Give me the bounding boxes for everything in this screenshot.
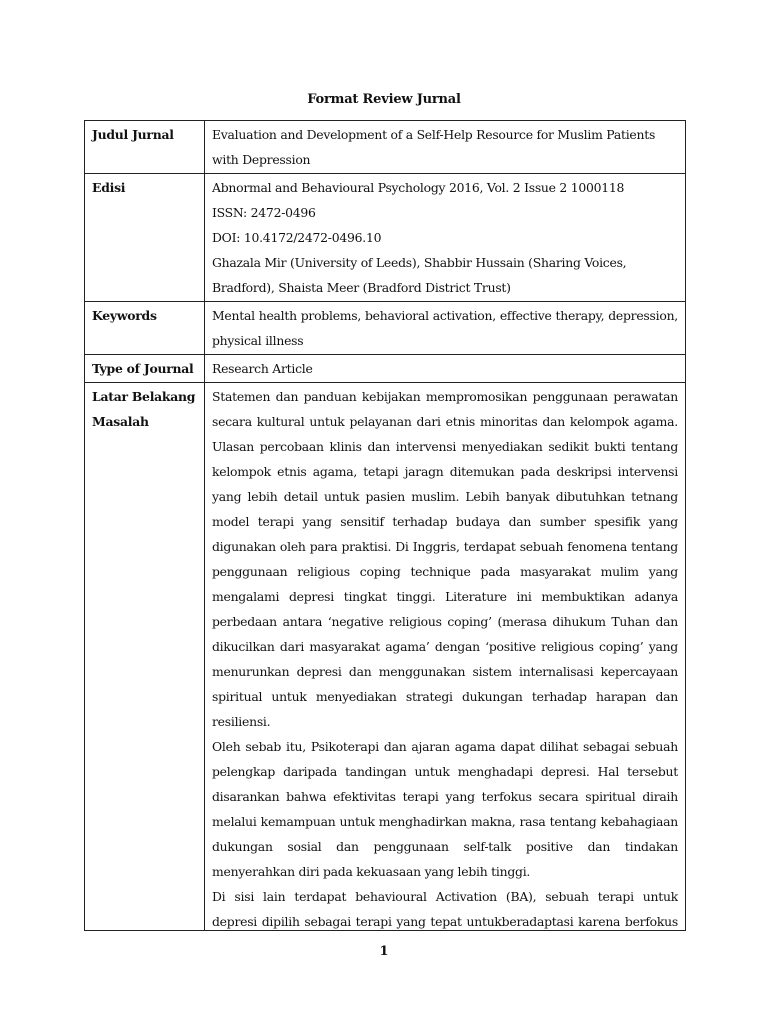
latar-paragraph-1: Statemen dan panduan kebijakan mempromosikan penggunaan perawatan secara kultural untuk pelayanan dari etnis minoritas dan kelompok agama. Ulasan percobaan klinis dan intervensi menyediakan sedikit bukti tentang kelompok etnis agama, tetapi jaragn ditemukan pada deskripsi intervensi yang lebih detail untuk pasien muslim. Lebih banyak dibutuhkan tetnang model terapi yang sensitif terhadap budaya dan sumber spesifik yang digunakan oleh para praktisi. Di Inggris, terdapat sebuah fenomena tentang penggunaan religious coping technique pada masyarakat mulim yang mengalami depresi tingkat tinggi. Literature ini membuktikan adanya perbedaan antara ‘negative religious coping’ (merasa dihukum Tuhan dan dikucilkan dari masyarakat agama’ dengan ‘positive religious coping’ yang menurunkan depresi dan menggunakan sistem internalisasi kepercayaan spiritual untuk menyediakan strategi dukungan terhadap harapan dan resiliensi. xyxy=(212,389,678,729)
latar-paragraph-3: Di sisi lain terdapat behavioural Activation (BA), sebuah terapi untuk depresi dipilih sebagai terapi yang tepat untukberadaptasi karena berfokus xyxy=(212,889,678,929)
value-type-of-journal: Research Article xyxy=(205,355,686,383)
label-keywords: Keywords xyxy=(85,302,205,355)
label-edisi: Edisi xyxy=(85,174,205,302)
table-row-keywords xyxy=(85,302,686,355)
table-row-latar-belakang xyxy=(85,383,686,931)
edisi-authors-line: Ghazala Mir (University of Leeds), Shabbir Hussain (Sharing Voices, Bradford), Shaista Meer (Bradford District Trust) xyxy=(212,255,627,295)
value-latar-belakang-masalah xyxy=(205,383,686,931)
edisi-doi-line: DOI: 10.4172/2472-0496.10 xyxy=(212,230,382,245)
table-row-judul xyxy=(85,121,686,174)
label-type-of-journal: Type of Journal xyxy=(85,355,205,383)
table-row-edisi xyxy=(85,174,686,302)
table-row-type xyxy=(85,355,686,383)
page-number: 1 xyxy=(379,944,389,959)
page-title: Format Review Jurnal xyxy=(307,92,461,107)
label-latar-belakang-masalah: Latar Belakang Masalah xyxy=(85,383,205,931)
value-judul-jurnal: Evaluation and Development of a Self-Help Resource for Muslim Patients with Depression xyxy=(205,121,686,174)
edisi-issn-line: ISSN: 2472-0496 xyxy=(212,205,316,220)
edisi-journal-line: Abnormal and Behavioural Psychology 2016, Vol. 2 Issue 2 1000118 xyxy=(212,180,625,195)
value-edisi xyxy=(205,174,686,302)
latar-paragraph-2: Oleh sebab itu, Psikoterapi dan ajaran agama dapat dilihat sebagai sebuah pelengkap daripada tandingan untuk menghadapi depresi. Hal tersebut disarankan bahwa efektivitas terapi yang terfokus secara spiritual diraih melalui kemampuan untuk menghadirkan makna, rasa tentang kebahagiaan dukungan sosial dan penggunaan self-talk positive dan tindakan menyerahkan diri pada kekuasaan yang lebih tinggi. xyxy=(212,739,678,879)
label-judul-jurnal: Judul Jurnal xyxy=(85,121,205,174)
review-table xyxy=(84,120,686,931)
latar-text-body xyxy=(212,384,678,929)
value-keywords: Mental health problems, behavioral activation, effective therapy, depression, physical illness xyxy=(205,302,686,355)
